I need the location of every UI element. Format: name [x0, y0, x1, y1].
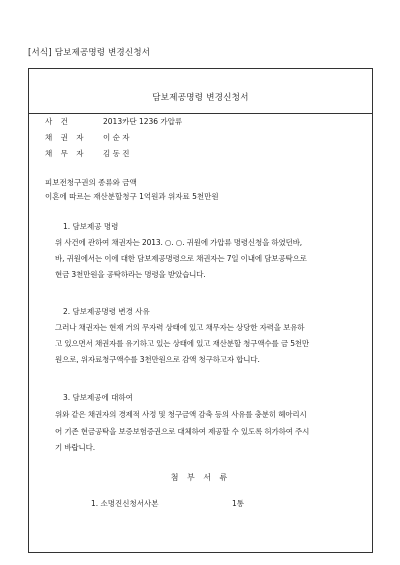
title-divider	[29, 113, 372, 114]
attachment-count: 1통	[232, 499, 245, 508]
claim-heading: 피보전청구권의 종류와 금액	[45, 178, 137, 187]
document-title: 담보제공명령 변경신청서	[152, 93, 249, 103]
creditor-value: 이 순 자	[103, 133, 130, 142]
form-label: [서식] 담보제공명령 변경신청서	[28, 48, 151, 58]
debtor-value: 김 동 진	[103, 149, 130, 158]
section-line: 어 기존 현금공탁을 보증보험증권으로 대체하여 제공할 수 있도록 허가하여 주시	[55, 427, 310, 436]
section-line: 현금 3천만원을 공탁하라는 명령을 받았습니다.	[55, 270, 206, 279]
section-line: 바, 귀원에서는 이에 대한 담보제공명령으로 채권자는 7일 이내에 담보공탁으로	[55, 254, 307, 263]
section-line: 기 바랍니다.	[55, 443, 95, 452]
section-line: 고 있으면서 채권자를 유기하고 있는 상태에 있고 재산분할 청구액수를 금 5천만	[55, 339, 310, 348]
attachments-title: 첨 부 서 류	[170, 473, 231, 482]
section-heading: 3. 담보제공에 대하여	[63, 393, 133, 402]
section-heading: 1. 담보제공 명령	[63, 222, 119, 231]
application-document	[28, 68, 373, 553]
section-line: 위와 같은 채권자의 경제적 사정 및 청구금액 감축 등의 사유를 충분히 헤아리시	[55, 410, 307, 419]
case-label: 사 건	[45, 117, 71, 126]
section-line: 원으로, 위자료청구액수를 3천만원으로 감액 청구하고자 합니다.	[55, 355, 260, 364]
attachment-name: 1. 소명진신청서사본	[91, 499, 159, 508]
creditor-label: 채 권 자	[45, 133, 87, 142]
section-line: 위 사건에 관하여 채권자는 2013. ○. ○. 귀원에 가압류 명령신청을 하였던바,	[55, 238, 303, 247]
claim-detail: 이혼에 따르는 재산분할청구 1억원과 위자료 5천만원	[45, 192, 219, 201]
case-value: 2013카단 1236 가압류	[103, 117, 183, 126]
section-line: 그러나 채권자는 현재 거의 무자력 상태에 있고 채무자는 상당한 자력을 보유하	[55, 323, 305, 332]
section-heading: 2. 담보제공명령 변경 사유	[63, 307, 150, 316]
debtor-label: 채 무 자	[45, 149, 87, 158]
